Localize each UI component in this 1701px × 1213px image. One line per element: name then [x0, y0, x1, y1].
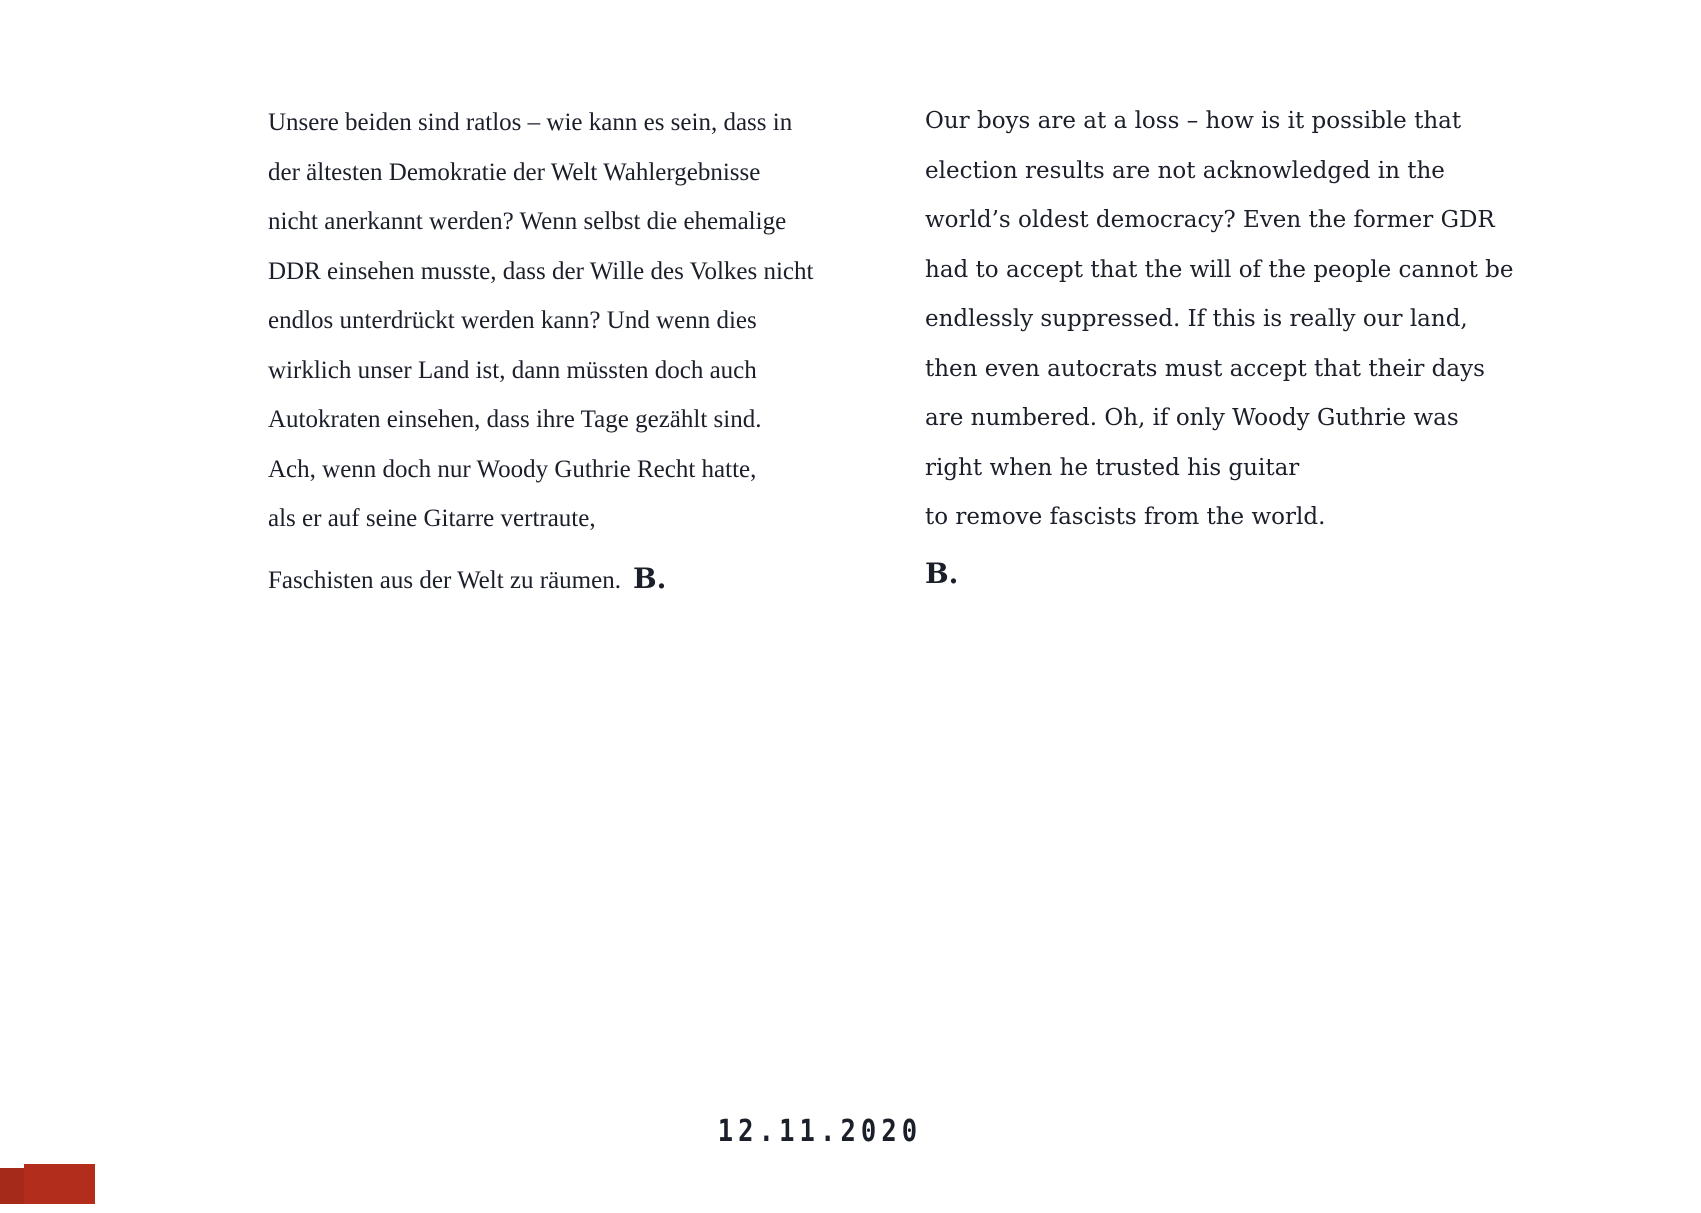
- english-line: election results are not acknowledged in the: [925, 157, 1445, 184]
- page-corner-mark: [0, 1164, 95, 1204]
- german-line: nicht anerkannt werden? Wenn selbst die ehemalige: [268, 208, 787, 235]
- corner-mark-left-block: [0, 1168, 24, 1204]
- english-signature: B.: [925, 556, 959, 590]
- english-line: world’s oldest democracy? Even the former GDR: [925, 207, 1495, 233]
- english-line: are numbered. Oh, if only Woody Guthrie was: [925, 405, 1459, 431]
- german-line: endlos unterdrückt werden kann? Und wenn dies: [268, 307, 757, 334]
- english-line: endlessly suppressed. If this is really our land,: [925, 306, 1468, 332]
- english-text-column: [925, 97, 1625, 598]
- english-line: Our boys are at a loss – how is it possible that: [925, 108, 1462, 134]
- corner-mark-right-block: [24, 1164, 95, 1204]
- german-line: Ach, wenn doch nur Woody Guthrie Recht hatte,: [268, 455, 757, 483]
- english-line: right when he trusted his guitar: [925, 454, 1300, 481]
- german-line: wirklich unser Land ist, dann müssten doch auch: [268, 356, 757, 384]
- german-line: als er auf seine Gitarre vertraute,: [268, 505, 596, 532]
- english-line: had to accept that the will of the people cannot be: [925, 256, 1514, 283]
- german-signature: B.: [632, 561, 667, 595]
- german-line: DDR einsehen musste, dass der Wille des Volkes nicht: [268, 257, 814, 285]
- english-line: then even autocrats must accept that their days: [925, 355, 1485, 382]
- footer-date: 12.11.2020: [717, 1114, 923, 1149]
- german-last-line: [268, 554, 908, 606]
- english-line: to remove fascists from the world.: [925, 504, 1326, 530]
- german-text-column: [268, 98, 908, 605]
- german-line: Autokraten einsehen, dass ihre Tage gezählt sind.: [268, 406, 762, 433]
- german-line: Faschisten aus der Welt zu räumen.: [268, 566, 621, 594]
- german-line: der ältesten Demokratie der Welt Wahlergebnisse: [268, 158, 761, 186]
- german-line: Unsere beiden sind ratlos – wie kann es sein, dass in: [268, 109, 793, 136]
